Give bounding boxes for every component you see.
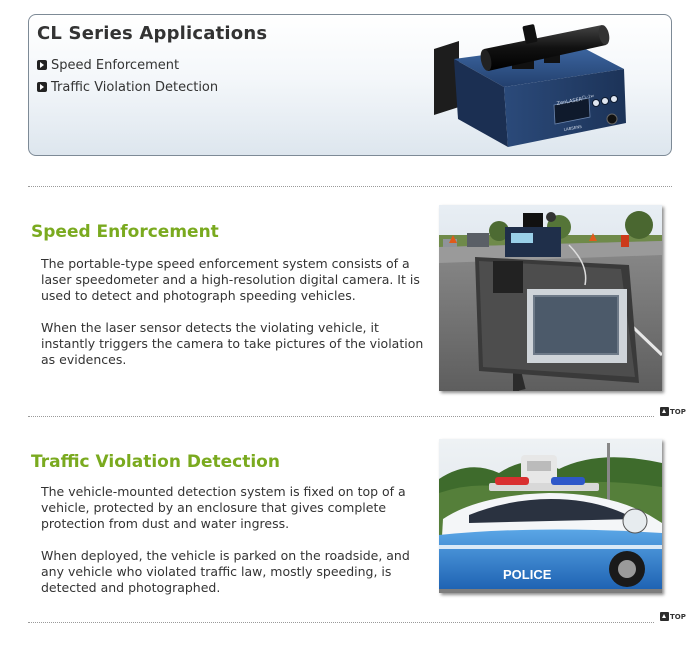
arrow-up-icon — [660, 612, 669, 621]
section-divider — [28, 186, 672, 187]
device-model-label: ZenLASER — [556, 96, 583, 107]
top-label: TOP — [670, 407, 686, 416]
paragraph: When deployed, the vehicle is parked on the roadside, and any vehicle who violated traffic law, mostly speeding, is detected and photographed. — [41, 548, 410, 595]
police-lettering: POLICE — [503, 567, 552, 582]
device-version-label: CL-1w — [581, 92, 595, 100]
traffic-violation-detection-heading: Traffic Violation Detection — [31, 452, 280, 472]
back-to-top-link[interactable] — [660, 612, 686, 621]
link-label: Traffic Violation Detection — [51, 79, 219, 95]
banner-title: CL Series Applications — [37, 23, 268, 44]
arrow-up-icon — [660, 407, 669, 416]
section-divider — [28, 622, 654, 623]
laser-speedometer-device-image — [424, 19, 644, 155]
paragraph: When the laser sensor detects the violating vehicle, it instantly triggers the camera to take pictures of the violation as evidences. — [41, 320, 424, 367]
top-label: TOP — [670, 612, 686, 621]
arrow-bullet-icon — [37, 82, 47, 92]
applications-banner — [28, 14, 672, 156]
device-brand-label: LABSENS — [563, 123, 583, 132]
link-traffic-violation-detection[interactable] — [37, 77, 218, 97]
speed-enforcement-photo — [439, 205, 662, 391]
back-to-top-link[interactable] — [660, 407, 686, 416]
traffic-violation-detection-photo — [439, 439, 662, 593]
traffic-violation-detection-description — [41, 484, 427, 612]
link-label: Speed Enforcement — [51, 57, 180, 73]
link-speed-enforcement[interactable] — [37, 55, 218, 75]
paragraph: The portable-type speed enforcement system consists of a laser speedometer and a high-resolution digital camera. It is used to detect and photograph speeding vehicles. — [41, 256, 420, 303]
applications-link-list — [37, 55, 218, 99]
section-divider — [28, 416, 654, 417]
speed-enforcement-description — [41, 256, 427, 384]
paragraph: The vehicle-mounted detection system is fixed on top of a vehicle, protected by an enclosure that gives complete protection from dust and water ingress. — [41, 484, 406, 531]
arrow-bullet-icon — [37, 60, 47, 70]
speed-enforcement-heading: Speed Enforcement — [31, 222, 219, 242]
